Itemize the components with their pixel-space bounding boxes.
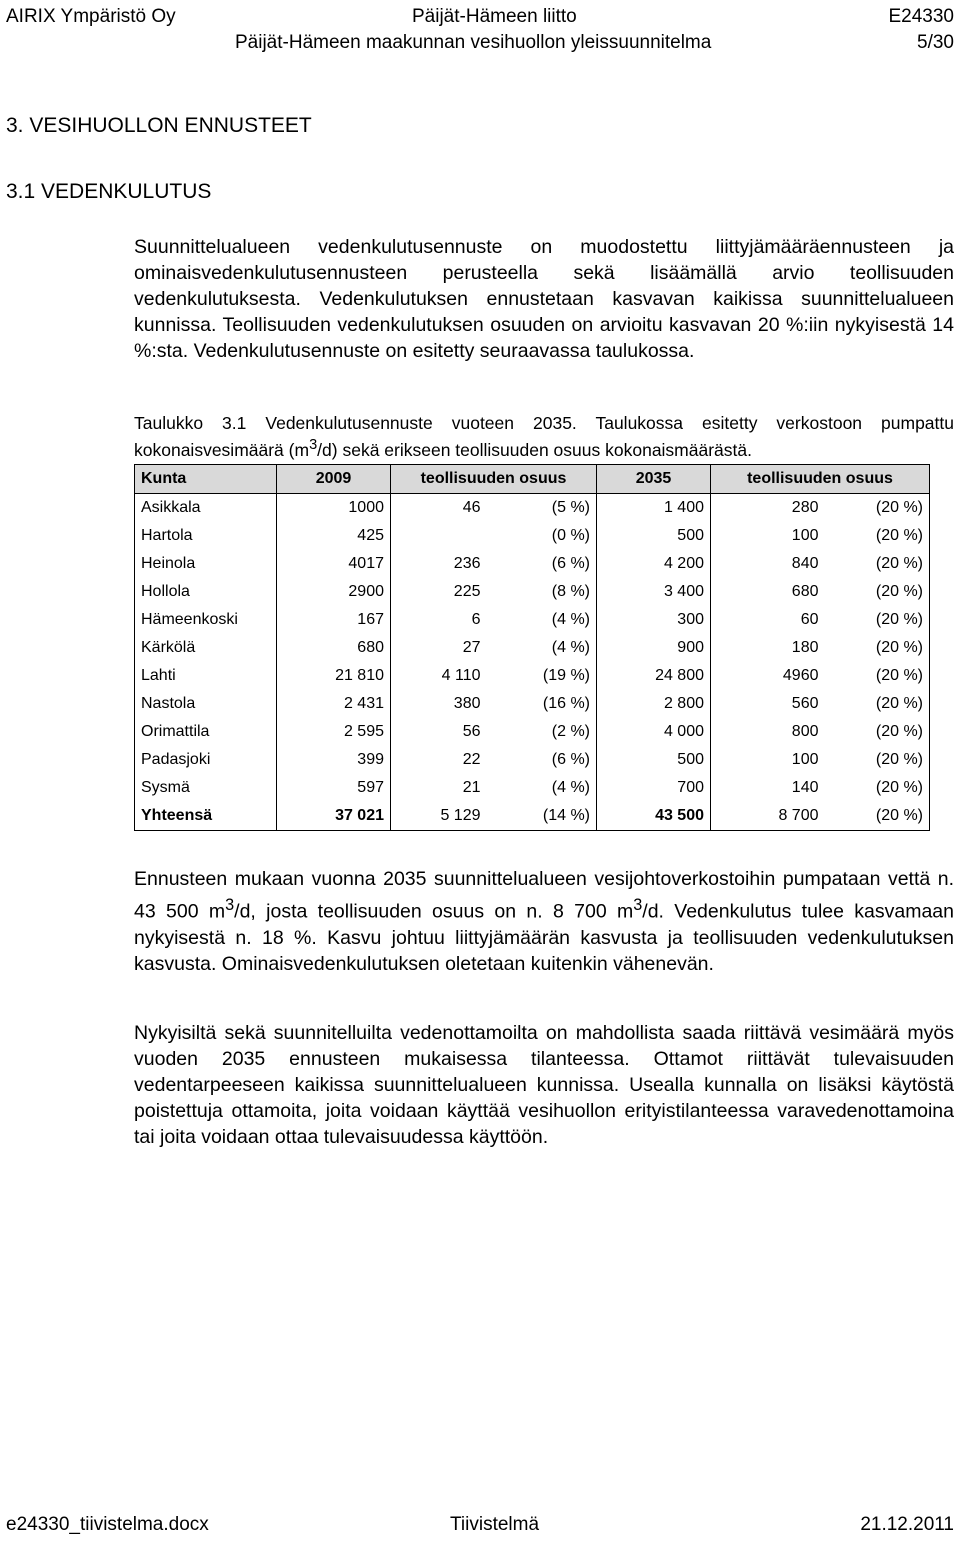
cell-2035: 4 000 xyxy=(597,718,711,746)
cell-industry-2009: 5 129 xyxy=(391,802,487,831)
cell-kunta: Sysmä xyxy=(135,774,277,802)
cell-industry-2035: 4960 xyxy=(782,667,819,684)
cell-kunta: Yhteensä xyxy=(135,802,277,831)
cell-share-2035: (20 %) xyxy=(825,662,930,690)
header-industry-2035: teollisuuden osuus xyxy=(711,465,930,494)
table-body xyxy=(135,494,930,831)
section-heading: 3.1 VEDENKULUTUS xyxy=(6,180,212,203)
cell-2009: 2 595 xyxy=(277,718,391,746)
chapter-heading: 3. VESIHUOLLON ENNUSTEET xyxy=(6,114,312,137)
intro-paragraph: Suunnittelualueen vedenkulutusennuste on muodostettu liittyjämääräennusteen ja ominaisvedenkulutusennusteen perusteella sekä lisäämällä arvio teollisuuden vedenkulutuksesta. Vedenkulutuksen ennustetaan kasvavan kaikissa suunnittelualueen kunnissa. Teollisuuden vedenkulutuksen osuuden on arvioitu kasvavan 20 %:iin nykyisestä 14 %:sta. Vedenkulutusennuste on esitetty seuraavassa taulukossa. xyxy=(134,236,954,362)
consumption-table xyxy=(134,464,930,831)
cell-kunta: Asikkala xyxy=(135,494,277,523)
header-code: E24330 xyxy=(888,6,954,27)
cell-share-2035: (20 %) xyxy=(825,578,930,606)
cell-industry-2035: 140 xyxy=(791,779,819,796)
table-total-row xyxy=(135,802,930,831)
cell-share-2035: (20 %) xyxy=(825,774,930,802)
cell-industry-2009: 27 xyxy=(462,639,481,656)
footer-section: Tiivistelmä xyxy=(450,1514,540,1535)
table-row xyxy=(135,662,930,690)
cell-2035: 2 800 xyxy=(597,690,711,718)
cell-industry-2009: 46 xyxy=(462,499,481,516)
header-2035: 2035 xyxy=(597,465,711,494)
table-header-row xyxy=(135,465,930,494)
cell-industry-2035: 800 xyxy=(791,723,819,740)
header-company: AIRIX Ympäristö Oy xyxy=(6,6,176,27)
cell-industry-2009: 22 xyxy=(462,751,481,768)
table-caption xyxy=(134,412,954,461)
cell-share-2009: (8 %) xyxy=(487,578,597,606)
cell-kunta: Heinola xyxy=(135,550,277,578)
cell-2009: 167 xyxy=(277,606,391,634)
header-industry-2009: teollisuuden osuus xyxy=(391,465,597,494)
cell-kunta: Padasjoki xyxy=(135,746,277,774)
header-page-number: 5/30 xyxy=(917,32,954,53)
cell-2035: 3 400 xyxy=(597,578,711,606)
cell-kunta: Kärkölä xyxy=(135,634,277,662)
cell-share-2009: (19 %) xyxy=(487,662,597,690)
table-row xyxy=(135,522,930,550)
cell-2009: 425 xyxy=(277,522,391,550)
cell-share-2009: (2 %) xyxy=(487,718,597,746)
cell-industry-2035: 100 xyxy=(791,527,819,544)
cell-share-2035: (20 %) xyxy=(825,690,930,718)
cell-industry-2035: 180 xyxy=(791,639,819,656)
caption-text-end: /d) sekä erikseen teollisuuden osuus kokonaismäärästä. xyxy=(317,439,752,460)
cell-2035: 4 200 xyxy=(597,550,711,578)
cell-share-2035: (20 %) xyxy=(825,802,930,831)
table-row xyxy=(135,690,930,718)
footer-filename: e24330_tiivistelma.docx xyxy=(6,1514,209,1535)
cell-2035: 500 xyxy=(597,522,711,550)
forecast-superscript-1: 3 xyxy=(225,896,235,914)
cell-industry-2035: 60 xyxy=(800,611,819,628)
cell-2035: 43 500 xyxy=(597,802,711,831)
cell-2035: 500 xyxy=(597,746,711,774)
cell-kunta: Hämeenkoski xyxy=(135,606,277,634)
cell-industry-2009: 6 xyxy=(471,611,481,628)
cell-share-2035: (20 %) xyxy=(825,718,930,746)
header-2009: 2009 xyxy=(277,465,391,494)
cell-share-2009: (4 %) xyxy=(487,634,597,662)
cell-2035: 1 400 xyxy=(597,494,711,523)
cell-share-2035: (20 %) xyxy=(825,550,930,578)
forecast-text-a: Ennusteen mukaan vuonna 2035 suunnittelualueen vesijohtoverkostoihin pumpataan vettä n. 43 500 m xyxy=(134,868,954,923)
cell-industry-2035: 8 700 xyxy=(711,802,825,831)
table-row xyxy=(135,746,930,774)
page-footer xyxy=(6,1514,954,1536)
cell-share-2009: (6 %) xyxy=(487,746,597,774)
cell-industry-2035: 560 xyxy=(791,695,819,712)
page-header xyxy=(6,4,954,56)
cell-share-2035: (20 %) xyxy=(825,634,930,662)
cell-industry-2009: 56 xyxy=(462,723,481,740)
forecast-text-c: /d. Vedenkulutus tulee kasvamaan nykyisestä n. 18 %. Kasvu johtuu liittyjämäärän kasvusta ja teollisuuden vedenkulutuksen kasvusta. Ominaisvedenkulutuksen oletetaan kuitenkin vähenevän. xyxy=(134,900,954,975)
cell-2009: 1000 xyxy=(277,494,391,523)
cell-share-2009: (6 %) xyxy=(487,550,597,578)
table-row xyxy=(135,606,930,634)
intake-paragraph: Nykyisiltä sekä suunnitelluilta vedenottamoilta on mahdollista saada riittävä vesimäärä myös vuoden 2035 ennusteen mukaisessa tilanteessa. Ottamot riittävät tulevaisuuden vedentarpeeseen kaikissa suunnittelualueen kunnissa. Usealla kunnalla on lisäksi käytöstä poistettuja ottamoita, joita voidaan käyttää vesihuollon erityistilanteessa varavedenottamoina tai joita voidaan ottaa tulevaisuudessa käyttöön. xyxy=(134,1022,954,1148)
header-client: Päijät-Hämeen liitto xyxy=(412,6,577,27)
cell-share-2035: (20 %) xyxy=(825,746,930,774)
forecast-paragraph xyxy=(134,866,954,977)
cell-share-2035: (20 %) xyxy=(825,606,930,634)
cell-2009: 2900 xyxy=(277,578,391,606)
cell-share-2035: (20 %) xyxy=(825,522,930,550)
cell-2035: 700 xyxy=(597,774,711,802)
cell-kunta: Hollola xyxy=(135,578,277,606)
cell-2009: 597 xyxy=(277,774,391,802)
forecast-text-b: /d, josta teollisuuden osuus on n. 8 700 m xyxy=(234,900,634,923)
header-kunta: Kunta xyxy=(135,465,277,494)
cell-industry-2009: 4 110 xyxy=(441,667,481,684)
cell-industry-2009 xyxy=(391,522,487,550)
cell-industry-2009: 21 xyxy=(462,779,481,796)
cell-kunta: Nastola xyxy=(135,690,277,718)
table-row xyxy=(135,774,930,802)
cell-2009: 21 810 xyxy=(277,662,391,690)
cell-share-2009: (5 %) xyxy=(487,494,597,523)
cell-industry-2009: 380 xyxy=(453,695,481,712)
cell-share-2009: (14 %) xyxy=(487,802,597,831)
cell-industry-2009: 236 xyxy=(453,555,481,572)
table-row xyxy=(135,634,930,662)
cell-kunta: Hartola xyxy=(135,522,277,550)
footer-date: 21.12.2011 xyxy=(860,1514,954,1535)
cell-2035: 24 800 xyxy=(597,662,711,690)
caption-superscript: 3 xyxy=(309,437,318,453)
cell-share-2009: (4 %) xyxy=(487,774,597,802)
cell-share-2009: (4 %) xyxy=(487,606,597,634)
cell-2009: 37 021 xyxy=(277,802,391,831)
cell-industry-2035: 280 xyxy=(791,499,819,516)
table-row xyxy=(135,550,930,578)
header-doc-title: Päijät-Hämeen maakunnan vesihuollon yleissuunnitelma xyxy=(235,32,712,53)
cell-industry-2009: 225 xyxy=(453,583,481,600)
cell-share-2009: (16 %) xyxy=(487,690,597,718)
cell-share-2035: (20 %) xyxy=(825,494,930,523)
cell-2009: 680 xyxy=(277,634,391,662)
cell-industry-2035: 100 xyxy=(791,751,819,768)
forecast-superscript-2: 3 xyxy=(633,896,643,914)
cell-kunta: Lahti xyxy=(135,662,277,690)
table-row xyxy=(135,494,930,523)
caption-text-start: Taulukko 3.1 Vedenkulutusennuste vuoteen 2035. Taulukossa esitetty verkostoon pumpattu kokonaisvesimäärä (m xyxy=(134,413,954,460)
cell-2009: 2 431 xyxy=(277,690,391,718)
cell-2009: 4017 xyxy=(277,550,391,578)
cell-2009: 399 xyxy=(277,746,391,774)
cell-share-2009: (0 %) xyxy=(487,522,597,550)
cell-2035: 300 xyxy=(597,606,711,634)
table-row xyxy=(135,578,930,606)
cell-2035: 900 xyxy=(597,634,711,662)
table-row xyxy=(135,718,930,746)
cell-kunta: Orimattila xyxy=(135,718,277,746)
cell-industry-2035: 840 xyxy=(791,555,819,572)
cell-industry-2035: 680 xyxy=(791,583,819,600)
